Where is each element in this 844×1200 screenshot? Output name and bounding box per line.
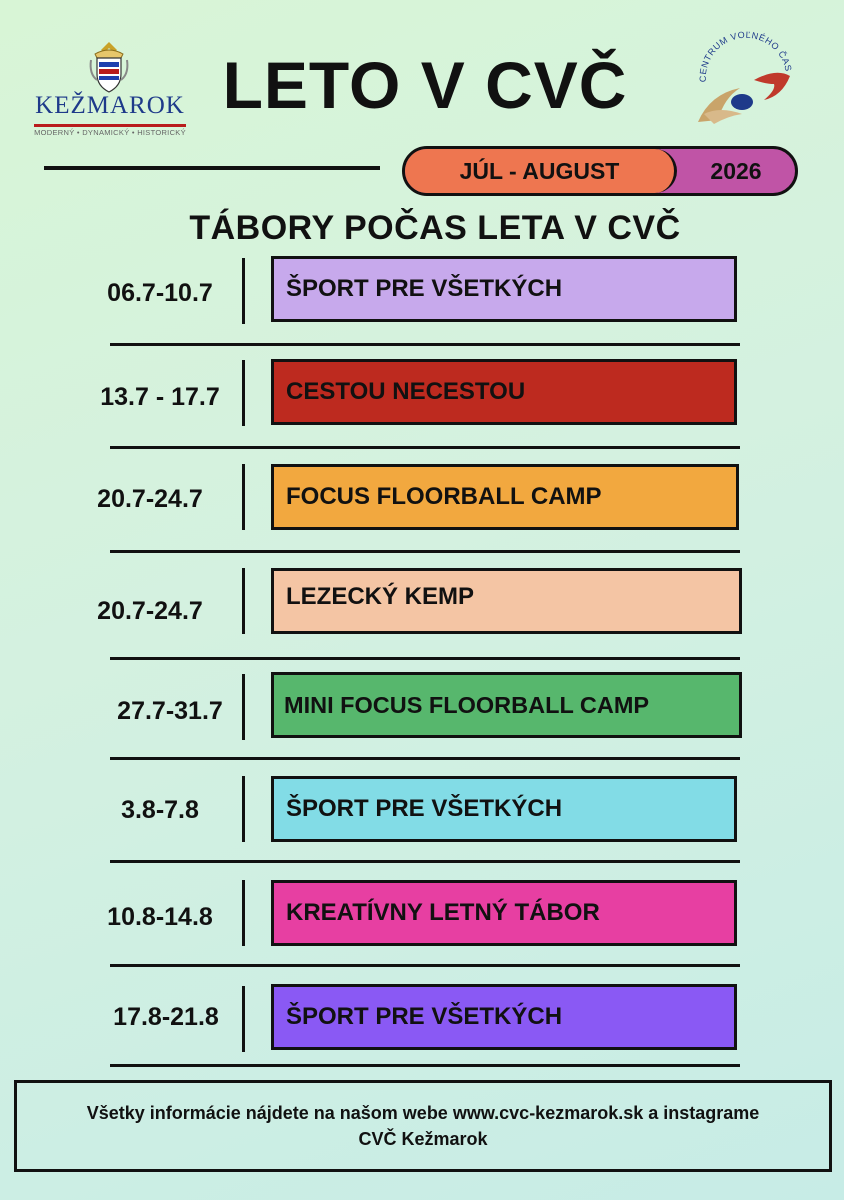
row-separator — [110, 860, 740, 863]
camp-date: 20.7-24.7 — [97, 485, 203, 513]
row-divider — [242, 880, 245, 946]
camp-date: 20.7-24.7 — [97, 597, 203, 625]
footer-info-box — [14, 1080, 832, 1172]
page-title: LETO V CVČ — [222, 48, 628, 122]
camp-name-box: LEZECKÝ KEMP — [271, 568, 742, 634]
footer-line-1: Všetky informácie nájdete na našom webe www.cvc-kezmarok.sk a instagrame — [86, 1103, 760, 1123]
row-separator — [110, 657, 740, 660]
row-divider — [242, 360, 245, 426]
row-separator — [110, 1064, 740, 1067]
camp-name-box: FOCUS FLOORBALL CAMP — [271, 464, 739, 530]
camp-date: 3.8-7.8 — [121, 796, 199, 824]
kezmarok-logo-name: KEŽMAROK — [35, 92, 185, 119]
period-label: JÚL - AUGUST — [405, 149, 677, 193]
row-divider — [242, 464, 245, 530]
camp-name-box: KREATÍVNY LETNÝ TÁBOR — [271, 880, 737, 946]
camp-date: 06.7-10.7 — [107, 279, 213, 307]
row-divider — [242, 776, 245, 842]
kezmarok-logo — [30, 40, 190, 140]
row-separator — [110, 343, 740, 346]
row-separator — [110, 550, 740, 553]
row-separator — [110, 757, 740, 760]
coat-of-arms-icon — [87, 40, 131, 96]
row-divider — [242, 674, 245, 740]
cvc-logo-text: CENTRUM VOĽNÉHO ČAS — [697, 29, 794, 83]
camp-date: 17.8-21.8 — [113, 1003, 219, 1031]
camp-name-box: CESTOU NECESTOU — [271, 359, 737, 425]
cvc-swirl-logo — [690, 22, 800, 128]
camp-date: 10.8-14.8 — [107, 903, 213, 931]
footer-line-2: CVČ Kežmarok — [358, 1129, 488, 1149]
row-divider — [242, 258, 245, 324]
camp-name-box: MINI FOCUS FLOORBALL CAMP — [271, 672, 742, 738]
camp-date: 13.7 - 17.7 — [100, 383, 220, 411]
row-separator — [110, 964, 740, 967]
camp-date: 27.7-31.7 — [117, 697, 223, 725]
cvc-logo — [690, 22, 800, 128]
kezmarok-logo-underline — [34, 124, 186, 127]
row-separator — [110, 446, 740, 449]
year-label: 2026 — [710, 157, 762, 184]
kezmarok-logo-tagline: MODERNÝ • DYNAMICKÝ • HISTORICKÝ — [34, 128, 186, 137]
row-divider — [242, 986, 245, 1052]
camp-name-box: ŠPORT PRE VŠETKÝCH — [271, 984, 737, 1050]
camp-name-box: ŠPORT PRE VŠETKÝCH — [271, 776, 737, 842]
section-title: TÁBORY POČAS LETA V CVČ — [189, 209, 681, 247]
camp-name-box: ŠPORT PRE VŠETKÝCH — [271, 256, 737, 322]
row-divider — [242, 568, 245, 634]
date-range-badge — [402, 146, 798, 196]
header-divider — [44, 166, 380, 170]
